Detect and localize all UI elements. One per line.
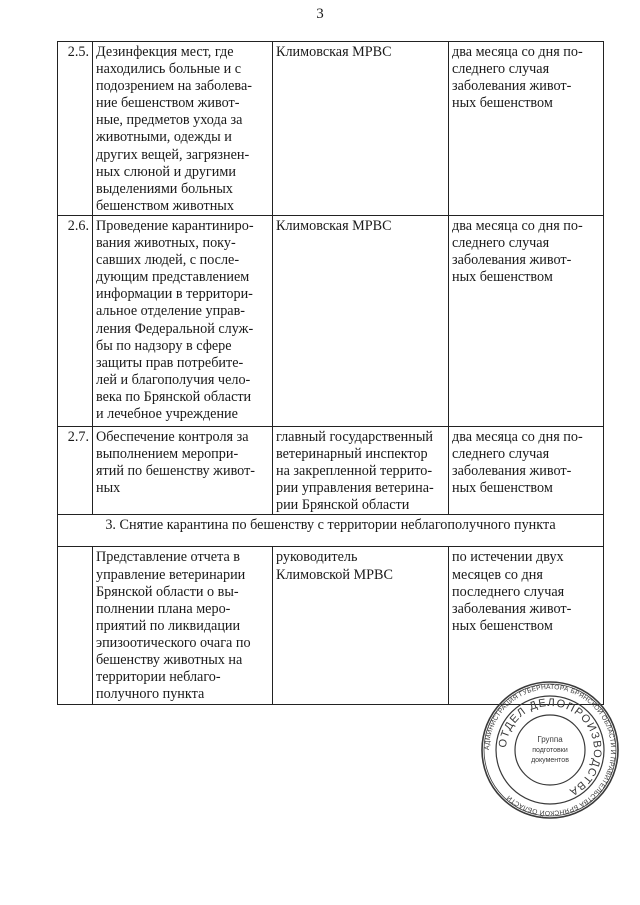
page-number: 3 xyxy=(316,6,324,22)
stamp-outer-text: АДМИНИСТРАЦИЯ ГУБЕРНАТОРА БРЯНСКОЙ ОБЛАСТИ И ПРАВИТЕЛЬСТВА БРЯНСКОЙ ОБЛАСТИ xyxy=(483,683,617,817)
measure-text: Дезинфекция мест, где находились больные и с подозрением на заболева- ние бешенством живот- ные, предметов ухода за животными, одежды и других вещей, загрязнен- ных слюной и другими выделениями больных бешенством животных xyxy=(93,42,273,216)
term-cell: два месяца со дня по- следнего случая заболевания живот- ных бешенством xyxy=(449,42,604,216)
measure-text: Проведение карантиниро- вания животных, поку- савших людей, с после- дующим представлением информации в территори- альное отделение управ- ления Федеральной служ- бы по надзору в сфере защиты прав потребите- лей и благополучия чело- века по Брянской области и лечебное учреждение xyxy=(93,215,273,426)
stamp-seal-icon xyxy=(480,680,620,820)
row-number: 2.6. xyxy=(58,215,93,426)
measure-text: Обеспечение контроля за выполнением меропри- ятий по бешенству живот- ных xyxy=(93,426,273,514)
measures-table xyxy=(57,41,604,705)
office-stamp xyxy=(480,680,620,820)
table-row xyxy=(58,215,604,426)
section-title: 3. Снятие карантина по бешенству с территории неблагополучного пункта xyxy=(58,515,604,547)
measure-text: Представление отчета в управление ветеринарии Брянской области о вы- полнении плана меро- приятий по ликвидации эпизоотического очага по бешенству животных на территории неблаго- получного пункта xyxy=(93,547,273,705)
table-row xyxy=(58,426,604,514)
section-header-row xyxy=(58,515,604,547)
term-cell: два месяца со дня по- следнего случая заболевания живот- ных бешенством xyxy=(449,426,604,514)
responsible-cell: Климовская МРВС xyxy=(273,215,449,426)
responsible-cell: главный государственный ветеринарный инспектор на закрепленной террито- рии управления ветерина- рии Брянской области xyxy=(273,426,449,514)
responsible-cell: Климовская МРВС xyxy=(273,42,449,216)
table-row xyxy=(58,42,604,216)
stamp-center-line: Группа xyxy=(537,735,563,744)
stamp-inner-text: ОТДЕЛ ДЕЛОПРОИЗВОДСТВА xyxy=(496,696,604,799)
row-number: 2.7. xyxy=(58,426,93,514)
term-cell: по истечении двух месяцев со дня последнего случая заболевания живот- ных бешенством xyxy=(449,547,604,705)
row-number xyxy=(58,547,93,705)
stamp-center-line: подготовки xyxy=(532,747,568,754)
term-cell: два месяца со дня по- следнего случая заболевания живот- ных бешенством xyxy=(449,215,604,426)
responsible-cell: руководитель Климовской МРВС xyxy=(273,547,449,705)
stamp-center-line: документов xyxy=(531,757,569,764)
row-number: 2.5. xyxy=(58,42,93,216)
